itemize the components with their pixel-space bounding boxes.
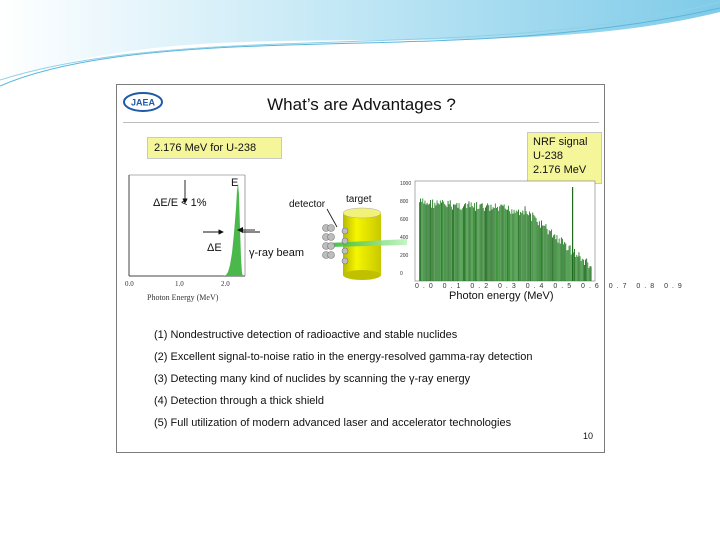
spectrum-bar [423,204,424,281]
spectrum-bar [422,198,423,281]
spectrum-bar [485,208,486,282]
spectrum-bar [533,215,534,281]
spectrum-bar [477,209,478,281]
spectrum-bar [548,234,549,281]
spectrum-bar [442,200,443,281]
spectrum-bar [536,218,537,281]
header-swoosh-decoration [0,0,720,90]
spectrum-bar [554,234,555,281]
spectrum-bar [487,203,488,281]
spectrum-bar [555,239,556,281]
spectrum-bar [511,209,512,281]
spectrum-bar [504,204,505,281]
spectrum-bar [426,204,427,281]
spectrum-bar [584,265,585,281]
spectrum-bar [508,206,509,281]
advantage-item: (3) Detecting many kind of nuclides by scanning the γ-ray energy [154,373,471,385]
spectrum-bar [456,203,457,281]
spectrum-bar [514,210,515,281]
spectrum-bar [441,203,442,281]
spectrum-bar [580,256,581,281]
spectrum-bar [582,259,583,281]
spectrum-bar [431,208,432,281]
advantages-list [154,324,532,434]
spectrum-bar [472,206,473,281]
spectrum-bar [483,208,484,281]
spectrum-bar [486,206,487,282]
advantage-item: (2) Excellent signal-to-noise ratio in the energy-resolved gamma-ray detection [154,351,533,363]
spectrum-bar [587,262,588,281]
spectrum-bar [463,206,464,281]
spectrum-bar [517,212,518,282]
title-divider [123,122,599,123]
spectrum-bar [473,208,474,282]
spectrum-y-tick: 800 [400,199,409,205]
spectrum-bar [524,215,525,282]
nrf-spectrum-plot [415,181,595,281]
spectrum-bar [583,260,584,281]
spectrum-bar [453,204,454,281]
spectrum-bar [525,206,526,281]
spectrum-bar [451,207,452,281]
spectrum-bar [564,242,565,281]
left-x-axis-label: Photon Energy (MeV) [147,293,219,302]
spectrum-bar [481,204,482,281]
tick-label-0: 0.0 [125,280,134,288]
spectrum-bar [429,204,430,281]
target-label: target [346,194,372,205]
spectrum-bar [509,211,510,281]
spectrum-bar [532,213,533,281]
spectrum-bar [541,221,542,282]
callout-u238-energy: 2.176 MeV for U-238 [147,137,282,159]
delta-e-label: ΔE [207,242,222,254]
spectrum-bar [449,204,450,281]
spectrum-bar [568,250,569,281]
spectrum-bar [547,229,548,281]
advantage-item: (5) Full utilization of modern advanced laser and accelerator technologies [154,417,512,429]
spectrum-bar [570,245,571,281]
spectrum-bar [444,204,445,281]
spectrum-bar [510,214,511,281]
spectrum-bar [515,213,516,281]
logo-text: JAEA [130,97,156,108]
nrf-nuclide: U-238 [533,150,563,162]
spectrum-bar [581,261,582,281]
spectrum-bar [566,250,567,281]
spectrum-bar [546,224,547,281]
spectrum-bar [529,211,530,281]
spectrum-bar [542,226,543,282]
spectrum-bar [498,211,499,281]
tick-label-2: 2.0 [221,280,230,288]
spectrum-bar [569,246,570,281]
spectrum-bar [520,212,521,281]
spectrum-bar [586,259,587,282]
spectrum-y-tick: 200 [400,253,409,259]
spectrum-bar [459,203,460,281]
spectrum-y-tick: 0 [400,271,403,277]
spectrum-bar [475,211,476,281]
spectrum-bar [491,205,492,281]
nrf-peak-line [572,187,573,281]
nrf-signal-callout [527,132,602,184]
spectrum-bar [503,206,504,281]
spectrum-bar [437,200,438,281]
spectrum-bar [574,249,575,281]
advantage-item: (4) Detection through a thick shield [154,395,324,407]
spectrum-bar [560,244,561,281]
spectrum-bar [552,238,553,282]
spectrum-bar [470,207,471,281]
nrf-label: NRF signal [533,136,588,148]
spectrum-y-tick: 1000 [400,181,412,187]
spectrum-bar [518,210,519,281]
spectrum-bar [438,203,439,281]
spectrum-bar [513,214,514,281]
spectrum-bar [557,235,558,281]
spectrum-bar [537,222,538,281]
spectrum-bar [421,202,422,281]
spectrum-bar [433,208,434,281]
spectrum-bar [516,211,517,282]
spectrum-bar [563,244,564,281]
spectrum-bar [535,216,536,281]
spectrum-bar [502,205,503,281]
spectrum-bar [493,207,494,281]
spectrum-bar [588,268,589,281]
spectrum-bar [500,205,501,281]
spectrum-bar [461,210,462,281]
spectrum-bar [488,205,489,281]
spectrum-y-tick: 600 [400,217,409,223]
beam-arrow [237,225,257,235]
spectrum-bar [540,228,541,281]
spectrum-bar [531,221,532,281]
spectrum-bar [527,214,528,281]
gamma-line-plot [125,173,247,283]
spectrum-bar [462,208,463,281]
spectrum-bar [445,206,446,282]
spectrum-bar [489,211,490,281]
spectrum-bar [469,201,470,281]
spectrum-bar [522,211,523,281]
spectrum-bar [420,199,421,281]
tick-label-1: 1.0 [175,280,184,288]
spectrum-bar [482,203,483,281]
spectrum-bar [428,205,429,281]
spectrum-bar [455,205,456,281]
spectrum-bar [430,200,431,281]
spectrum-bar [432,200,433,281]
spectrum-bar [551,229,552,281]
spectrum-bar [471,202,472,281]
spectrum-y-tick: 400 [400,235,409,241]
slide-content [116,84,686,453]
spectrum-bar [452,210,453,282]
spectrum-bar [478,209,479,281]
spectrum-bar [447,207,448,281]
spectrum-bar [450,200,451,281]
spectrum-bar [506,210,507,281]
spectrum-x-ticks: 0.0 0.1 0.2 0.3 0.4 0.5 0.6 0.7 0.8 0.9 [415,283,686,290]
spectrum-bar [434,203,435,281]
spectrum-bar [590,266,591,281]
spectrum-bar [419,202,420,281]
spectrum-bar [530,214,531,282]
spectrum-bar [528,215,529,281]
spectrum-bar [454,205,455,282]
spectrum-bar [484,211,485,281]
spectrum-bar [579,252,580,281]
spectrum-bar [561,237,562,281]
advantage-item: (1) Nondestructive detection of radioactive and stable nuclides [154,329,458,341]
spectrum-bar [496,208,497,281]
spectrum-bar [439,204,440,281]
spectrum-bar [443,202,444,281]
spectrum-bar [543,226,544,281]
spectrum-bar [571,255,572,282]
detector-label: detector [289,199,326,210]
spectrum-bar [507,210,508,281]
spectrum-bar [427,203,428,281]
right-x-axis-label: Photon energy (MeV) [449,290,554,302]
energy-label: E [231,177,239,189]
spectrum-bar [549,230,550,281]
resolution-label: ΔE/E < 1% [153,197,207,209]
spectrum-bar [467,204,468,281]
spectrum-bar [492,209,493,281]
spectrum-bar [505,209,506,281]
spectrum-bar [553,235,554,281]
spectrum-bar [466,208,467,281]
nrf-energy: 2.176 MeV [533,164,587,176]
spectrum-bar [565,244,566,282]
spectrum-bar [526,211,527,281]
spectrum-bar [460,209,461,281]
slide-title: What’s are Advantages ? [267,95,456,114]
spectrum-bar [480,205,481,282]
spectrum-bar [576,255,577,281]
spectrum-bar [539,221,540,281]
spectrum-bar [558,243,559,281]
spectrum-bar [591,266,592,281]
spectrum-bar [499,206,500,281]
spectrum-bar [494,208,495,281]
spectrum-bar [550,231,551,281]
spectrum-bar [448,201,449,281]
page-number: 10 [583,431,594,441]
spectrum-bar [436,205,437,281]
spectrum-bar [519,215,520,281]
spectrum-bar [476,202,477,281]
beam-label: γ-ray beam [249,247,305,259]
spectrum-bar [575,257,576,281]
spectrum-bar [440,201,441,282]
spectrum-bar [544,226,545,281]
spectrum-bar [497,207,498,281]
spectrum-bar [425,201,426,281]
spectrum-bar [474,203,475,281]
spectrum-bar [458,208,459,281]
spectrum-bar [465,203,466,281]
spectrum-bar [521,213,522,281]
spectrum-bar [538,225,539,281]
spectrum-bar [495,204,496,282]
spectrum-bar [562,239,563,281]
spectrum-bar [585,260,586,281]
spectrum-bar [559,239,560,282]
spectrum-bar [577,257,578,281]
spectrum-bar [464,204,465,281]
